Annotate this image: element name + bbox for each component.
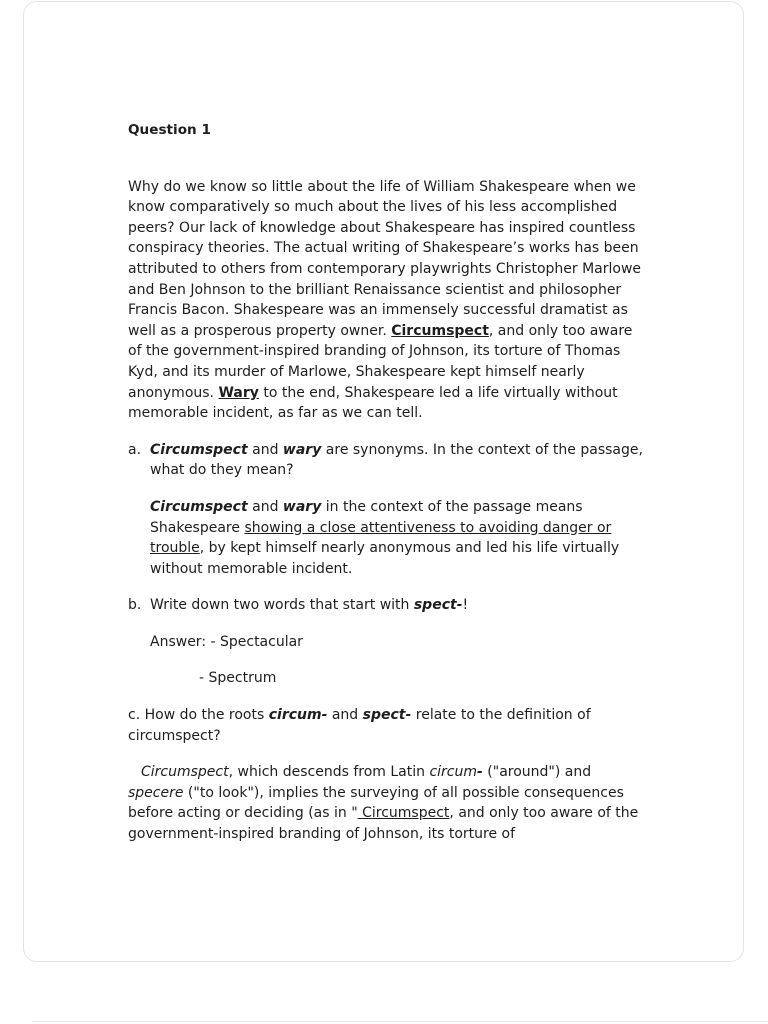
document-content [128, 120, 648, 861]
part-a-question-rest: are synonyms. In the context of the passage, what do they mean? [150, 441, 643, 479]
part-b-label: b. [128, 597, 142, 614]
latin-dash: - [477, 764, 483, 781]
answer-text: in the context of the passage means Shakespeare [150, 498, 583, 536]
part-a-answer [128, 497, 648, 579]
quote-circumspect: Circumspect [357, 805, 450, 822]
term-wary: wary [282, 441, 322, 458]
answer-underlined-definition: showing a close attentiveness to avoiding danger or trouble [150, 519, 612, 557]
part-a-question-text [150, 440, 648, 481]
passage-word-wary: Wary [218, 384, 259, 401]
part-a-label: a. [128, 441, 142, 458]
text-and: and [247, 441, 283, 458]
answer-text: , and only too aware of the government-inspired branding of Johnson, its torture of [128, 805, 639, 843]
part-b-question-text [150, 595, 648, 616]
text-and: and [327, 707, 363, 724]
question-title: Question 1 [128, 122, 211, 138]
answer-text: ("to look"), implies the surveying of all possible consequences before acting or deciding (as in " [128, 784, 624, 822]
part-b-text: Write down two words that start with [150, 597, 414, 614]
part-b-answer-2: - Spectrum [199, 670, 277, 687]
part-b-answer-1: Answer: - Spectacular [150, 633, 303, 650]
answer-term-circumspect: Circumspect [141, 764, 229, 781]
root-spect: spect- [362, 707, 412, 724]
part-b-question [128, 595, 648, 616]
text-and: and [247, 498, 283, 515]
passage-text: , and only too aware of the government-inspired branding of Johnson, its torture of Thomas Kyd, and its murder of Marlowe, Shakespeare kept himself nearly anonymous. [128, 322, 633, 401]
answer-text: , by kept himself nearly anonymous and led his life virtually without memorable incident. [150, 540, 620, 577]
answer-term-wary: wary [282, 498, 322, 515]
part-c-answer [128, 762, 648, 844]
latin-circum: circum [429, 764, 478, 781]
bottom-divider [32, 1021, 768, 1022]
document-card [23, 1, 744, 962]
root-spect: spect- [413, 597, 463, 614]
answer-text: , which descends from Latin [228, 764, 430, 781]
part-b-exclamation: ! [462, 597, 469, 614]
answer-text: ("around") and [482, 764, 592, 781]
part-a-question [128, 440, 648, 481]
root-circum: circum- [268, 707, 328, 724]
part-c-text: c. How do the roots [128, 707, 269, 724]
passage-text: to the end, Shakespeare led a life virtually without memorable incident, as far as we can tell. [128, 384, 618, 422]
passage-paragraph [128, 177, 648, 424]
part-c-text: relate to the definition of circumspect? [128, 707, 591, 744]
answer-term-circumspect: Circumspect [150, 498, 248, 515]
latin-specere: specere [128, 784, 184, 801]
passage-text: Why do we know so little about the life of William Shakespeare when we know comparatively so much about the lives of his less accomplished peers? Our lack of knowledge about Shakespeare has inspired countless conspiracy theories. The actual writing of Shakespeare’s works has been attributed to others from contemporary playwrights Christopher Marlowe and Ben Johnson to the brilliant Renaissance scientist and philosopher Francis Bacon. Shakespeare was an immensely successful dramatist as well as a prosperous property owner. [128, 178, 642, 339]
passage-word-circumspect: Circumspect [391, 322, 489, 339]
part-c-question [128, 705, 648, 746]
term-circumspect: Circumspect [150, 441, 248, 458]
